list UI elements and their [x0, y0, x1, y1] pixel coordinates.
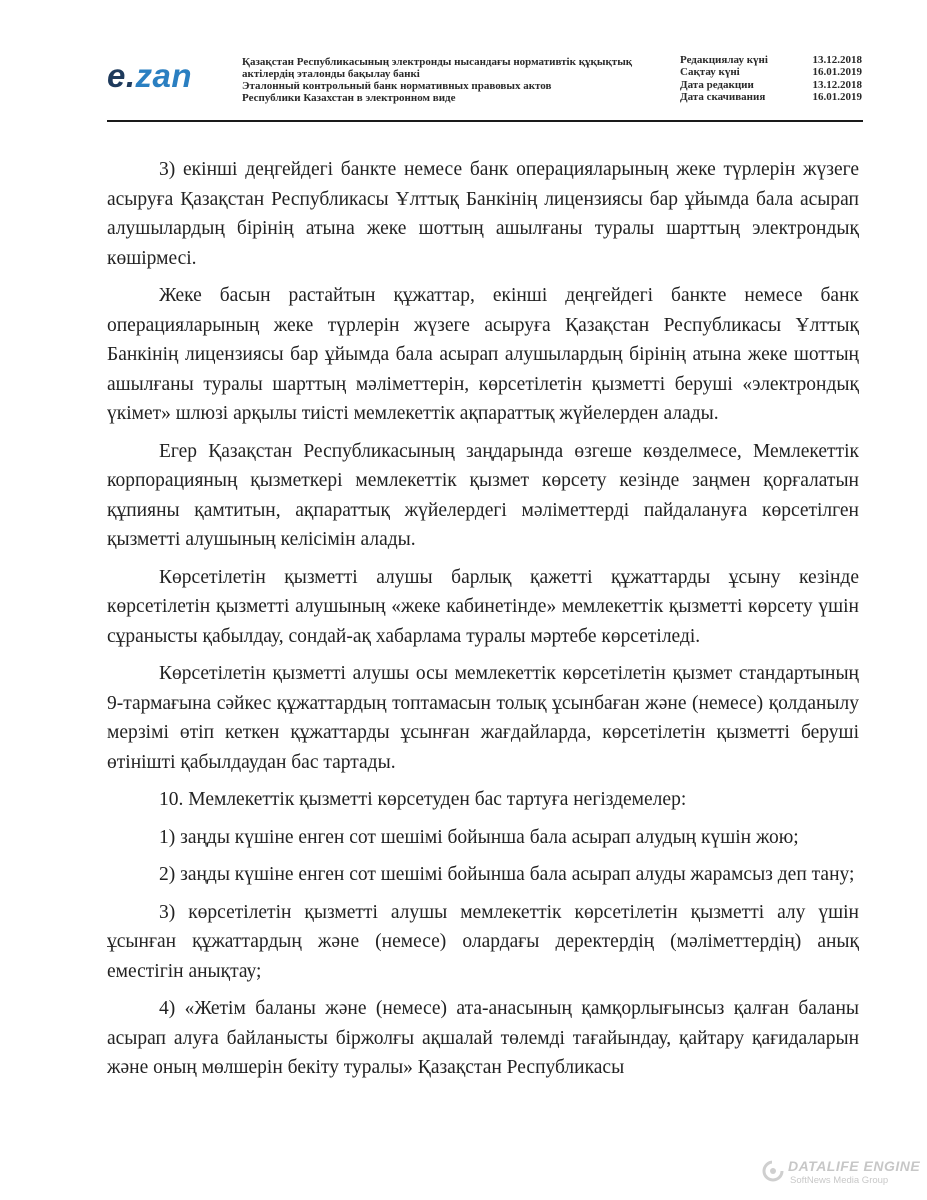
- document-header: [107, 52, 862, 118]
- date-row: [680, 79, 862, 91]
- date-label: Сақтау күні: [680, 66, 740, 79]
- paragraph: Егер Қазақстан Республикасының заңдарында өзгеше көзделмесе, Мемлекеттік корпорацияның қызметкері мемлекеттік қызмет көрсету кезінде заңмен қорғалатын құпияны қамтитын, ақпараттық жүйелердегі мәліметтерді пайдалануға көрсетілген қызметті алушының келісімін алады.: [107, 440, 859, 550]
- date-label: Дата скачивания: [680, 91, 766, 104]
- datalife-watermark: [760, 1158, 925, 1194]
- paragraph: 3) екінші деңгейдегі банкте немесе банк операцияларының жеке түрлерін жүзеге асыруға Қазақстан Республикасы Ұлттық Банкінің лицензиясы бар ұйымда бала асырап алушылардың бірінің атына жеке шоттың ашылғаны туралы шарттың электрондық көшірмесі.: [107, 159, 859, 269]
- org-line: актілердің эталонды бақылау банкі: [242, 68, 420, 80]
- list-item: 1) заңды күшіне енген сот шешімі бойынша бала асырап алудың күшін жою;: [159, 826, 799, 848]
- header-organization: [242, 56, 652, 104]
- paragraph: Көрсетілетін қызметті алушы осы мемлекеттік көрсетілетін қызмет стандартының 9-тармағына сәйкес құжаттардың топтамасын толық ұсынбаған және (немесе) қолданылу мерзімі өтіп кеткен құжаттарды ұсынған жағдайларда, көрсетілетін қызметті беруші өтінішті қабылдаудан бас тартады.: [107, 663, 859, 773]
- list-item: 4) «Жетім баланы және (немесе) ата-анасының қамқорлығынсыз қалған баланы асырап алуға байланысты біржолғы ақшалай төлемді тағайындау, қайтару қағидаларын және оның мөлшерін бекіту туралы» Қазақстан Республикасы: [107, 998, 859, 1078]
- date-value: 13.12.2018: [812, 54, 862, 66]
- org-line: Қазақстан Республикасының электронды нысандағы нормативтік құқықтық: [242, 56, 633, 68]
- list-item: 2) заңды күшіне енген сот шешімі бойынша бала асырап алуды жарамсыз деп тану;: [159, 864, 855, 885]
- watermark-subtitle: SoftNews Media Group: [790, 1175, 889, 1186]
- document-body: [107, 155, 859, 1091]
- datalife-logo-icon: [762, 1160, 784, 1182]
- date-value: 13.12.2018: [812, 78, 862, 91]
- date-row: [680, 66, 862, 78]
- date-label: Редакциялау күні: [680, 54, 768, 66]
- section-heading: 10. Мемлекеттік қызметті көрсетуден бас тартуға негіздемелер:: [159, 789, 687, 810]
- paragraph: Көрсетілетін қызметті алушы барлық қажетті құжаттарды ұсыну кезінде көрсетілетін қызметті алушының «жеке кабинетінде» мемлекеттік қызметті көрсету үшін сұранысты қабылдау, сондай-ақ хабарлама туралы мәртебе көрсетіледі.: [107, 566, 859, 647]
- header-dates: [680, 54, 862, 104]
- org-line: Республики Казахстан в электронном виде: [242, 92, 456, 104]
- date-value: 16.01.2019: [812, 91, 862, 104]
- watermark-title: DATALIFE ENGINE: [788, 1158, 921, 1174]
- date-value: 16.01.2019: [812, 66, 862, 79]
- list-item: 3) көрсетілетін қызметті алушы мемлекеттік көрсетілетін қызметті алу үшін ұсынған құжаттардың және (немесе) олардағы деректердің (мәліметтердің) анық еместігін анықтау;: [107, 901, 859, 982]
- date-label: Дата редакции: [680, 78, 754, 91]
- org-line: Эталонный контрольный банк нормативных правовых актов: [242, 80, 552, 92]
- paragraph: Жеке басын растайтын құжаттар, екінші деңгейдегі банкте немесе банк операцияларының жеке түрлерін жүзеге асыруға Қазақстан Республикасы Ұлттық Банкінің лицензиясы бар ұйымда бала асырап алушылардың бірінің атына жеке шоттың ашылғаны туралы шарттың мәліметтерін, көрсетілетін қызметті беруші «электрондық үкімет» шлюзі арқылы тиісті мемлекеттік ақпараттық жүйелерден алады.: [107, 285, 859, 424]
- header-divider: [107, 120, 863, 122]
- date-row: [680, 91, 862, 103]
- ezan-logo: e.zan: [107, 57, 193, 94]
- date-row: [680, 54, 862, 66]
